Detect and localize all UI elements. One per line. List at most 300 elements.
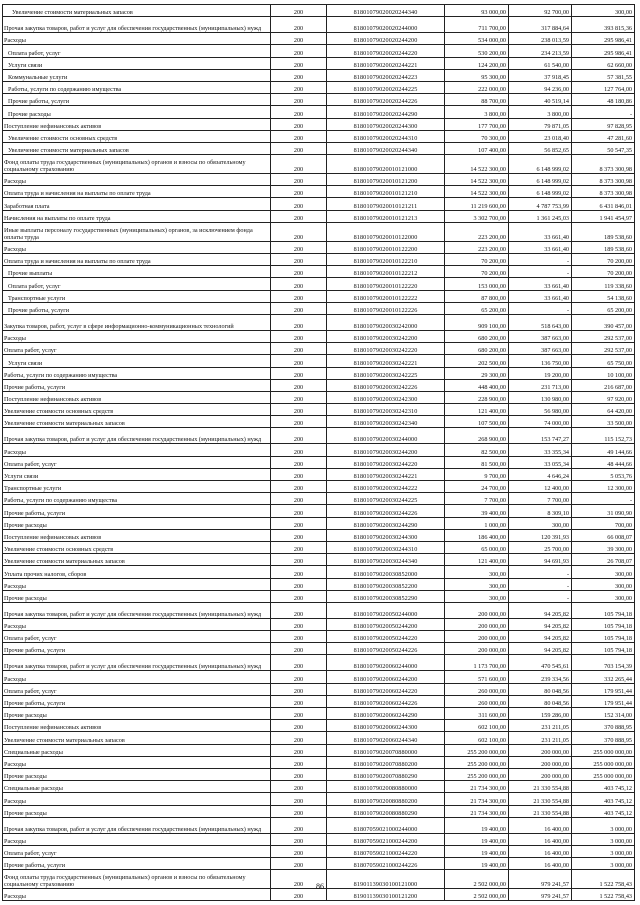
executed-amount-cell: 16 400,00 bbox=[509, 845, 572, 857]
line-code-cell: 200 bbox=[271, 732, 327, 744]
row-name-cell: Оплата труда и начисления на выплаты по оплате труда bbox=[3, 186, 271, 198]
approved-amount-cell: 571 600,00 bbox=[445, 671, 509, 683]
approved-amount-cell: 65 000,00 bbox=[445, 541, 509, 553]
approved-amount-cell: 260 000,00 bbox=[445, 683, 509, 695]
classification-code-cell: 81801079020030244300 bbox=[327, 529, 445, 541]
line-code-cell: 200 bbox=[271, 695, 327, 707]
approved-amount-cell: 255 200 000,00 bbox=[445, 768, 509, 780]
executed-amount-cell: 33 355,34 bbox=[509, 444, 572, 456]
table-row bbox=[3, 618, 635, 630]
executed-amount-cell: 33 661,40 bbox=[509, 278, 572, 290]
table-row bbox=[3, 732, 635, 744]
approved-amount-cell: 82 500,00 bbox=[445, 444, 509, 456]
line-code-cell: 200 bbox=[271, 81, 327, 93]
table-row bbox=[3, 210, 635, 222]
classification-code-cell: 81801079020030242000 bbox=[327, 314, 445, 330]
unexecuted-amount-cell: 70 200,00 bbox=[572, 266, 635, 278]
approved-amount-cell: 21 734 300,00 bbox=[445, 805, 509, 817]
row-name-cell: Фонд оплаты труда государственных (муниципальных) органов и взносы по обязательному социальному страхованию bbox=[3, 155, 271, 174]
executed-amount-cell: 6 148 999,02 bbox=[509, 155, 572, 174]
executed-amount-cell: 979 241,57 bbox=[509, 870, 572, 889]
line-code-cell: 200 bbox=[271, 708, 327, 720]
executed-amount-cell: 56 852,65 bbox=[509, 142, 572, 154]
approved-amount-cell: 177 700,00 bbox=[445, 118, 509, 130]
line-code-cell: 200 bbox=[271, 655, 327, 671]
row-name-cell: Прочие работы, услуги bbox=[3, 505, 271, 517]
executed-amount-cell: 94 205,82 bbox=[509, 618, 572, 630]
unexecuted-amount-cell: 105 794,18 bbox=[572, 643, 635, 655]
approved-amount-cell: 11 219 600,00 bbox=[445, 198, 509, 210]
unexecuted-amount-cell: 54 138,60 bbox=[572, 290, 635, 302]
unexecuted-amount-cell: 8 373 300,98 bbox=[572, 174, 635, 186]
unexecuted-amount-cell: 119 338,60 bbox=[572, 278, 635, 290]
approved-amount-cell: 260 000,00 bbox=[445, 695, 509, 707]
unexecuted-amount-cell: 403 745,12 bbox=[572, 805, 635, 817]
executed-amount-cell: 33 661,40 bbox=[509, 222, 572, 241]
approved-amount-cell: 1 000,00 bbox=[445, 517, 509, 529]
line-code-cell: 200 bbox=[271, 858, 327, 870]
executed-amount-cell: 25 700,00 bbox=[509, 541, 572, 553]
row-name-cell: Прочая закупка товаров, работ и услуг для обеспечения государственных (муниципальных) нужд bbox=[3, 817, 271, 833]
classification-code-cell: 81801079020020244340 bbox=[327, 142, 445, 154]
classification-code-cell: 81801079020010121000 bbox=[327, 155, 445, 174]
table-row bbox=[3, 529, 635, 541]
unexecuted-amount-cell: 1 522 758,43 bbox=[572, 889, 635, 901]
row-name-cell: Поступление нефинансовых активов bbox=[3, 391, 271, 403]
approved-amount-cell: 21 734 300,00 bbox=[445, 793, 509, 805]
table-row bbox=[3, 444, 635, 456]
classification-code-cell: 81901139030100121200 bbox=[327, 889, 445, 901]
row-name-cell: Прочие выплаты bbox=[3, 266, 271, 278]
line-code-cell: 200 bbox=[271, 290, 327, 302]
row-name-cell: Услуги связи bbox=[3, 57, 271, 69]
unexecuted-amount-cell: 3 000,00 bbox=[572, 833, 635, 845]
approved-amount-cell: 121 400,00 bbox=[445, 554, 509, 566]
table-row bbox=[3, 198, 635, 210]
executed-amount-cell: 21 330 554,88 bbox=[509, 793, 572, 805]
table-row bbox=[3, 655, 635, 671]
classification-code-cell: 81801079020030852000 bbox=[327, 566, 445, 578]
unexecuted-amount-cell: 48 444,66 bbox=[572, 456, 635, 468]
table-row bbox=[3, 744, 635, 756]
line-code-cell: 200 bbox=[271, 683, 327, 695]
approved-amount-cell: 268 900,00 bbox=[445, 428, 509, 444]
table-row bbox=[3, 671, 635, 683]
unexecuted-amount-cell: 115 152,73 bbox=[572, 428, 635, 444]
classification-code-cell: 81801079020030242225 bbox=[327, 367, 445, 379]
classification-code-cell: 81801079020020244200 bbox=[327, 33, 445, 45]
line-code-cell: 200 bbox=[271, 456, 327, 468]
classification-code-cell: 81801079020080880290 bbox=[327, 805, 445, 817]
classification-code-cell: 81801079020030244310 bbox=[327, 541, 445, 553]
unexecuted-amount-cell: 97 920,00 bbox=[572, 391, 635, 403]
line-code-cell: 200 bbox=[271, 355, 327, 367]
line-code-cell: 200 bbox=[271, 198, 327, 210]
table-row bbox=[3, 833, 635, 845]
classification-code-cell: 81801079020010121213 bbox=[327, 210, 445, 222]
row-name-cell: Расходы bbox=[3, 889, 271, 901]
executed-amount-cell: 33 055,34 bbox=[509, 456, 572, 468]
line-code-cell: 200 bbox=[271, 870, 327, 889]
row-name-cell: Расходы bbox=[3, 793, 271, 805]
approved-amount-cell: 228 900,00 bbox=[445, 391, 509, 403]
unexecuted-amount-cell: 3 000,00 bbox=[572, 817, 635, 833]
executed-amount-cell: 153 747,27 bbox=[509, 428, 572, 444]
unexecuted-amount-cell: 49 144,66 bbox=[572, 444, 635, 456]
table-row bbox=[3, 222, 635, 241]
executed-amount-cell: 4 787 753,99 bbox=[509, 198, 572, 210]
line-code-cell: 200 bbox=[271, 602, 327, 618]
budget-table-body bbox=[3, 5, 635, 901]
classification-code-cell: 81807059021000244226 bbox=[327, 858, 445, 870]
table-row bbox=[3, 290, 635, 302]
executed-amount-cell: 80 048,56 bbox=[509, 695, 572, 707]
line-code-cell: 200 bbox=[271, 428, 327, 444]
executed-amount-cell: 94 205,82 bbox=[509, 602, 572, 618]
table-row bbox=[3, 517, 635, 529]
line-code-cell: 200 bbox=[271, 756, 327, 768]
approved-amount-cell: 200 000,00 bbox=[445, 602, 509, 618]
approved-amount-cell: 107 500,00 bbox=[445, 416, 509, 428]
unexecuted-amount-cell: 6 431 846,01 bbox=[572, 198, 635, 210]
classification-code-cell: 81801079020030852290 bbox=[327, 590, 445, 602]
line-code-cell: 200 bbox=[271, 94, 327, 106]
unexecuted-amount-cell: 216 687,00 bbox=[572, 379, 635, 391]
unexecuted-amount-cell: 300,00 bbox=[572, 5, 635, 17]
executed-amount-cell: 16 400,00 bbox=[509, 817, 572, 833]
line-code-cell: 200 bbox=[271, 889, 327, 901]
executed-amount-cell: 470 545,61 bbox=[509, 655, 572, 671]
executed-amount-cell: 94 205,82 bbox=[509, 631, 572, 643]
executed-amount-cell: 74 000,00 bbox=[509, 416, 572, 428]
approved-amount-cell: 3 800,00 bbox=[445, 106, 509, 118]
executed-amount-cell: 979 241,57 bbox=[509, 889, 572, 901]
classification-code-cell: 81801079020030244000 bbox=[327, 428, 445, 444]
classification-code-cell: 81801079020030242310 bbox=[327, 404, 445, 416]
executed-amount-cell: 94 205,82 bbox=[509, 643, 572, 655]
executed-amount-cell: 8 309,10 bbox=[509, 505, 572, 517]
row-name-cell: Расходы bbox=[3, 833, 271, 845]
approved-amount-cell: 70 200,00 bbox=[445, 266, 509, 278]
line-code-cell: 200 bbox=[271, 833, 327, 845]
classification-code-cell: 81801079020020244340 bbox=[327, 5, 445, 17]
row-name-cell: Прочая закупка товаров, работ и услуг для обеспечения государственных (муниципальных) нужд bbox=[3, 17, 271, 33]
line-code-cell: 200 bbox=[271, 566, 327, 578]
classification-code-cell: 81801079020030242220 bbox=[327, 343, 445, 355]
table-row bbox=[3, 5, 635, 17]
line-code-cell: 200 bbox=[271, 302, 327, 314]
table-row bbox=[3, 379, 635, 391]
classification-code-cell: 81801079020020244221 bbox=[327, 57, 445, 69]
classification-code-cell: 81801079020020244223 bbox=[327, 69, 445, 81]
executed-amount-cell: 92 700,00 bbox=[509, 5, 572, 17]
approved-amount-cell: 19 400,00 bbox=[445, 858, 509, 870]
classification-code-cell: 81801079020010122210 bbox=[327, 254, 445, 266]
line-code-cell: 200 bbox=[271, 618, 327, 630]
row-name-cell: Прочие расходы bbox=[3, 590, 271, 602]
row-name-cell: Фонд оплаты труда государственных (муниципальных) органов и взносы по обязательному социальному страхованию bbox=[3, 870, 271, 889]
classification-code-cell: 81801079020060244220 bbox=[327, 683, 445, 695]
executed-amount-cell: 21 330 554,88 bbox=[509, 805, 572, 817]
row-name-cell: Закупка товаров, работ, услуг в сфере информационно-коммуникационных технологий bbox=[3, 314, 271, 330]
classification-code-cell: 81801079020060244300 bbox=[327, 720, 445, 732]
classification-code-cell: 81801079020010122000 bbox=[327, 222, 445, 241]
unexecuted-amount-cell: 8 373 300,98 bbox=[572, 186, 635, 198]
unexecuted-amount-cell: 370 888,95 bbox=[572, 720, 635, 732]
approved-amount-cell: 3 302 700,00 bbox=[445, 210, 509, 222]
classification-code-cell: 81801079020060244226 bbox=[327, 695, 445, 707]
approved-amount-cell: 223 200,00 bbox=[445, 241, 509, 253]
line-code-cell: 200 bbox=[271, 845, 327, 857]
unexecuted-amount-cell: 31 090,90 bbox=[572, 505, 635, 517]
row-name-cell: Работы, услуги по содержанию имущества bbox=[3, 81, 271, 93]
approved-amount-cell: 186 400,00 bbox=[445, 529, 509, 541]
unexecuted-amount-cell: 292 537,00 bbox=[572, 330, 635, 342]
table-row bbox=[3, 768, 635, 780]
unexecuted-amount-cell: 12 300,00 bbox=[572, 481, 635, 493]
classification-code-cell: 81801079020020244225 bbox=[327, 81, 445, 93]
executed-amount-cell: 94 236,00 bbox=[509, 81, 572, 93]
table-row bbox=[3, 566, 635, 578]
table-row bbox=[3, 456, 635, 468]
unexecuted-amount-cell: 300,00 bbox=[572, 578, 635, 590]
line-code-cell: 200 bbox=[271, 468, 327, 480]
row-name-cell: Расходы bbox=[3, 618, 271, 630]
table-row bbox=[3, 493, 635, 505]
approved-amount-cell: 222 000,00 bbox=[445, 81, 509, 93]
executed-amount-cell: - bbox=[509, 566, 572, 578]
executed-amount-cell: 136 750,00 bbox=[509, 355, 572, 367]
unexecuted-amount-cell: 255 000 000,00 bbox=[572, 756, 635, 768]
approved-amount-cell: 107 400,00 bbox=[445, 142, 509, 154]
unexecuted-amount-cell: 97 828,95 bbox=[572, 118, 635, 130]
row-name-cell: Прочие работы, услуги bbox=[3, 695, 271, 707]
approved-amount-cell: 680 200,00 bbox=[445, 330, 509, 342]
approved-amount-cell: 24 700,00 bbox=[445, 481, 509, 493]
approved-amount-cell: 255 200 000,00 bbox=[445, 744, 509, 756]
line-code-cell: 200 bbox=[271, 744, 327, 756]
line-code-cell: 200 bbox=[271, 241, 327, 253]
approved-amount-cell: 39 400,00 bbox=[445, 505, 509, 517]
executed-amount-cell: 200 000,00 bbox=[509, 756, 572, 768]
row-name-cell: Прочие работы, услуги bbox=[3, 302, 271, 314]
row-name-cell: Расходы bbox=[3, 756, 271, 768]
line-code-cell: 200 bbox=[271, 444, 327, 456]
approved-amount-cell: 448 400,00 bbox=[445, 379, 509, 391]
row-name-cell: Прочие расходы bbox=[3, 106, 271, 118]
line-code-cell: 200 bbox=[271, 314, 327, 330]
classification-code-cell: 81801079020080880200 bbox=[327, 793, 445, 805]
approved-amount-cell: 121 400,00 bbox=[445, 404, 509, 416]
unexecuted-amount-cell: - bbox=[572, 106, 635, 118]
executed-amount-cell: 200 000,00 bbox=[509, 744, 572, 756]
approved-amount-cell: 680 200,00 bbox=[445, 343, 509, 355]
classification-code-cell: 81801079020010122220 bbox=[327, 278, 445, 290]
unexecuted-amount-cell: 403 745,12 bbox=[572, 793, 635, 805]
line-code-cell: 200 bbox=[271, 671, 327, 683]
line-code-cell: 200 bbox=[271, 720, 327, 732]
table-row bbox=[3, 858, 635, 870]
classification-code-cell: 81807059021000244000 bbox=[327, 817, 445, 833]
line-code-cell: 200 bbox=[271, 481, 327, 493]
executed-amount-cell: 37 918,45 bbox=[509, 69, 572, 81]
executed-amount-cell: - bbox=[509, 254, 572, 266]
row-name-cell: Оплата работ, услуг bbox=[3, 456, 271, 468]
unexecuted-amount-cell: 179 951,44 bbox=[572, 695, 635, 707]
line-code-cell: 200 bbox=[271, 631, 327, 643]
unexecuted-amount-cell: 189 538,60 bbox=[572, 222, 635, 241]
executed-amount-cell: 6 148 999,02 bbox=[509, 186, 572, 198]
table-row bbox=[3, 45, 635, 57]
line-code-cell: 200 bbox=[271, 5, 327, 17]
unexecuted-amount-cell: 8 373 300,98 bbox=[572, 155, 635, 174]
row-name-cell: Увеличение стоимости материальных запасов bbox=[3, 416, 271, 428]
approved-amount-cell: 300,00 bbox=[445, 578, 509, 590]
table-row bbox=[3, 404, 635, 416]
approved-amount-cell: 124 200,00 bbox=[445, 57, 509, 69]
table-row bbox=[3, 302, 635, 314]
unexecuted-amount-cell: 5 053,76 bbox=[572, 468, 635, 480]
executed-amount-cell: 7 700,00 bbox=[509, 493, 572, 505]
row-name-cell: Прочие расходы bbox=[3, 768, 271, 780]
classification-code-cell: 81801079020030852200 bbox=[327, 578, 445, 590]
unexecuted-amount-cell: 105 794,18 bbox=[572, 631, 635, 643]
line-code-cell: 200 bbox=[271, 416, 327, 428]
approved-amount-cell: 88 700,00 bbox=[445, 94, 509, 106]
executed-amount-cell: - bbox=[509, 590, 572, 602]
row-name-cell: Иные выплаты персоналу государственных (муниципальных) органов, за исключением фонда оплаты труда bbox=[3, 222, 271, 241]
table-row bbox=[3, 118, 635, 130]
unexecuted-amount-cell: 105 794,18 bbox=[572, 602, 635, 618]
executed-amount-cell: 239 334,56 bbox=[509, 671, 572, 683]
table-row bbox=[3, 94, 635, 106]
executed-amount-cell: 387 663,00 bbox=[509, 343, 572, 355]
approved-amount-cell: 153 000,00 bbox=[445, 278, 509, 290]
row-name-cell: Расходы bbox=[3, 174, 271, 186]
executed-amount-cell: 130 980,00 bbox=[509, 391, 572, 403]
unexecuted-amount-cell: 10 100,00 bbox=[572, 367, 635, 379]
classification-code-cell: 81801079020010122212 bbox=[327, 266, 445, 278]
row-name-cell: Оплата работ, услуг bbox=[3, 343, 271, 355]
classification-code-cell: 81801079020030242226 bbox=[327, 379, 445, 391]
approved-amount-cell: 909 100,00 bbox=[445, 314, 509, 330]
line-code-cell: 200 bbox=[271, 330, 327, 342]
budget-sheet bbox=[2, 4, 634, 901]
approved-amount-cell: 70 300,00 bbox=[445, 130, 509, 142]
line-code-cell: 200 bbox=[271, 130, 327, 142]
unexecuted-amount-cell: 39 300,00 bbox=[572, 541, 635, 553]
unexecuted-amount-cell: 393 815,36 bbox=[572, 17, 635, 33]
row-name-cell: Оплата работ, услуг bbox=[3, 845, 271, 857]
row-name-cell: Специальные расходы bbox=[3, 744, 271, 756]
table-row bbox=[3, 643, 635, 655]
row-name-cell: Прочие работы, услуги bbox=[3, 858, 271, 870]
executed-amount-cell: 23 018,40 bbox=[509, 130, 572, 142]
row-name-cell: Увеличение стоимости материальных запасов bbox=[3, 142, 271, 154]
executed-amount-cell: 231 211,05 bbox=[509, 720, 572, 732]
table-row bbox=[3, 428, 635, 444]
executed-amount-cell: 3 800,00 bbox=[509, 106, 572, 118]
table-row bbox=[3, 367, 635, 379]
row-name-cell: Увеличение стоимости основных средств bbox=[3, 541, 271, 553]
line-code-cell: 200 bbox=[271, 578, 327, 590]
classification-code-cell: 81807059021000244200 bbox=[327, 833, 445, 845]
classification-code-cell: 81801079020020244300 bbox=[327, 118, 445, 130]
approved-amount-cell: 2 502 000,00 bbox=[445, 889, 509, 901]
approved-amount-cell: 200 000,00 bbox=[445, 643, 509, 655]
table-row bbox=[3, 330, 635, 342]
table-row bbox=[3, 33, 635, 45]
executed-amount-cell: 61 540,00 bbox=[509, 57, 572, 69]
approved-amount-cell: 311 600,00 bbox=[445, 708, 509, 720]
table-row bbox=[3, 756, 635, 768]
executed-amount-cell: 12 400,00 bbox=[509, 481, 572, 493]
row-name-cell: Транспортные услуги bbox=[3, 290, 271, 302]
unexecuted-amount-cell: 62 660,00 bbox=[572, 57, 635, 69]
approved-amount-cell: 21 734 300,00 bbox=[445, 781, 509, 793]
row-name-cell: Прочая закупка товаров, работ и услуг для обеспечения государственных (муниципальных) нужд bbox=[3, 602, 271, 618]
row-name-cell: Транспортные услуги bbox=[3, 481, 271, 493]
executed-amount-cell: 231 211,05 bbox=[509, 732, 572, 744]
unexecuted-amount-cell: 57 381,55 bbox=[572, 69, 635, 81]
approved-amount-cell: 602 100,00 bbox=[445, 720, 509, 732]
table-row bbox=[3, 590, 635, 602]
unexecuted-amount-cell: 292 537,00 bbox=[572, 343, 635, 355]
row-name-cell: Прочие расходы bbox=[3, 805, 271, 817]
row-name-cell: Расходы bbox=[3, 241, 271, 253]
table-row bbox=[3, 541, 635, 553]
unexecuted-amount-cell: 3 000,00 bbox=[572, 845, 635, 857]
row-name-cell: Уплата прочих налогов, сборов bbox=[3, 566, 271, 578]
approved-amount-cell: 14 522 300,00 bbox=[445, 174, 509, 186]
classification-code-cell: 81801079020080880000 bbox=[327, 781, 445, 793]
unexecuted-amount-cell: 64 420,00 bbox=[572, 404, 635, 416]
unexecuted-amount-cell: 47 281,60 bbox=[572, 130, 635, 142]
row-name-cell: Работы, услуги по содержанию имущества bbox=[3, 367, 271, 379]
unexecuted-amount-cell: 700,00 bbox=[572, 517, 635, 529]
unexecuted-amount-cell: 105 794,18 bbox=[572, 618, 635, 630]
unexecuted-amount-cell: 390 457,00 bbox=[572, 314, 635, 330]
table-row bbox=[3, 554, 635, 566]
line-code-cell: 200 bbox=[271, 278, 327, 290]
line-code-cell: 200 bbox=[271, 517, 327, 529]
unexecuted-amount-cell: 255 000 000,00 bbox=[572, 744, 635, 756]
approved-amount-cell: 87 800,00 bbox=[445, 290, 509, 302]
executed-amount-cell: - bbox=[509, 302, 572, 314]
approved-amount-cell: 70 200,00 bbox=[445, 254, 509, 266]
unexecuted-amount-cell: 295 986,41 bbox=[572, 45, 635, 57]
approved-amount-cell: 29 300,00 bbox=[445, 367, 509, 379]
executed-amount-cell: 21 330 554,88 bbox=[509, 781, 572, 793]
line-code-cell: 200 bbox=[271, 379, 327, 391]
line-code-cell: 200 bbox=[271, 505, 327, 517]
approved-amount-cell: 300,00 bbox=[445, 590, 509, 602]
classification-code-cell: 81801079020030242340 bbox=[327, 416, 445, 428]
executed-amount-cell: 518 643,00 bbox=[509, 314, 572, 330]
executed-amount-cell: 317 884,64 bbox=[509, 17, 572, 33]
executed-amount-cell: 4 646,24 bbox=[509, 468, 572, 480]
executed-amount-cell: - bbox=[509, 266, 572, 278]
table-row bbox=[3, 720, 635, 732]
executed-amount-cell: 200 000,00 bbox=[509, 768, 572, 780]
approved-amount-cell: 93 000,00 bbox=[445, 5, 509, 17]
table-row bbox=[3, 481, 635, 493]
classification-code-cell: 81801079020020244290 bbox=[327, 106, 445, 118]
budget-execution-table bbox=[2, 4, 635, 901]
executed-amount-cell: - bbox=[509, 578, 572, 590]
classification-code-cell: 81801079020010121211 bbox=[327, 198, 445, 210]
executed-amount-cell: 40 519,14 bbox=[509, 94, 572, 106]
